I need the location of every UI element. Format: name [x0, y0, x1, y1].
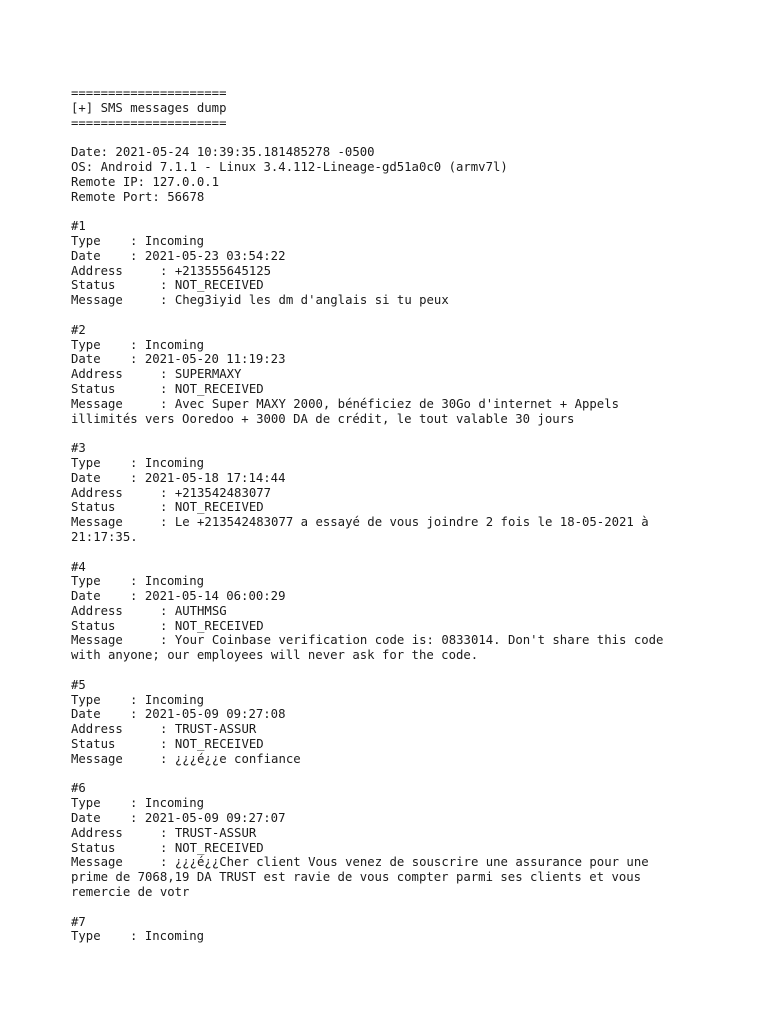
dump-date: Date: 2021-05-24 10:39:35.181485278 -0500: [71, 145, 375, 160]
sms-address-row: Address : +213542483077: [71, 485, 272, 500]
sms-date: 2021-05-09 09:27:07: [144, 811, 286, 826]
dump-remote-ip: Remote IP: 127.0.0.1: [71, 174, 220, 189]
sms-date-row: Date : 2021-05-14 06:00:29: [71, 589, 286, 604]
sms-type: Incoming: [144, 796, 205, 811]
sms-status: NOT_RECEIVED: [174, 500, 264, 515]
sms-message: Your Coinbase verification code is: 0833014. Don't share this code: [174, 633, 664, 648]
sms-status: NOT_RECEIVED: [174, 381, 264, 396]
sms-entry-2: [71, 323, 751, 427]
sms-number: #2: [71, 322, 86, 337]
sms-message: Avec Super MAXY 2000, bénéficiez de 30Go d'internet + Appels: [174, 396, 620, 411]
sms-message-continued: prime de 7068,19 DA TRUST est ravie de vous compter parmi ses clients et vous remercie de votr: [71, 870, 642, 900]
sms-message-continued: with anyone; our employees will never ask for the code.: [71, 648, 479, 663]
sms-status: NOT_RECEIVED: [174, 278, 264, 293]
sms-message-row: Message : Le +213542483077 a essayé de vous joindre 2 fois le 18-05-2021 à: [71, 515, 649, 530]
sms-status-row: Status : NOT_RECEIVED: [71, 737, 264, 752]
sms-status-row: Status : NOT_RECEIVED: [71, 500, 264, 515]
sms-type: Incoming: [144, 337, 205, 352]
sms-date: 2021-05-18 17:14:44: [144, 470, 286, 485]
sms-type: Incoming: [144, 455, 205, 470]
dump-remote-port: Remote Port: 56678: [71, 189, 205, 204]
sms-entry-3: [71, 441, 751, 545]
sms-type: Incoming: [144, 929, 205, 944]
sms-status: NOT_RECEIVED: [174, 618, 264, 633]
sms-date-row: Date : 2021-05-23 03:54:22: [71, 248, 286, 263]
sms-address-row: Address : TRUST-ASSUR: [71, 825, 257, 840]
sms-message: Le +213542483077 a essayé de vous joindre 2 fois le 18-05-2021 à: [174, 515, 649, 530]
sms-entry-6: [71, 781, 751, 899]
sms-type-row: Type : Incoming: [71, 692, 205, 707]
sms-message: Cheg3iyid les dm d'anglais si tu peux: [174, 293, 449, 308]
sms-date: 2021-05-20 11:19:23: [144, 352, 286, 367]
sms-status: NOT_RECEIVED: [174, 840, 264, 855]
sms-date-row: Date : 2021-05-20 11:19:23: [71, 352, 286, 367]
sms-dump-document: [71, 86, 751, 944]
header-rule-top: =====================: [71, 86, 227, 100]
sms-number: #1: [71, 219, 86, 234]
sms-type-row: Type : Incoming: [71, 574, 205, 589]
sms-address: TRUST-ASSUR: [174, 722, 257, 737]
sms-number: #7: [71, 914, 86, 929]
sms-type-row: Type : Incoming: [71, 929, 205, 944]
sms-type-row: Type : Incoming: [71, 455, 205, 470]
sms-date-row: Date : 2021-05-18 17:14:44: [71, 470, 286, 485]
sms-message-row: Message : Avec Super MAXY 2000, bénéficiez de 30Go d'internet + Appels: [71, 396, 620, 411]
sms-address-row: Address : TRUST-ASSUR: [71, 722, 257, 737]
sms-address-row: Address : SUPERMAXY: [71, 367, 242, 382]
sms-status-row: Status : NOT_RECEIVED: [71, 618, 264, 633]
sms-address: +213542483077: [174, 485, 272, 500]
sms-message-row: Message : Your Coinbase verification code is: 0833014. Don't share this code: [71, 633, 664, 648]
sms-message-row: Message : ¿¿¿é¿¿e confiance: [71, 751, 301, 766]
sms-entry-5: [71, 678, 751, 767]
sms-type-row: Type : Incoming: [71, 796, 205, 811]
sms-address-row: Address : AUTHMSG: [71, 603, 227, 618]
sms-status-row: Status : NOT_RECEIVED: [71, 840, 264, 855]
sms-entry-1: [71, 219, 751, 308]
sms-type: Incoming: [144, 233, 205, 248]
sms-date-row: Date : 2021-05-09 09:27:07: [71, 811, 286, 826]
sms-type: Incoming: [144, 692, 205, 707]
sms-status-row: Status : NOT_RECEIVED: [71, 278, 264, 293]
dump-os: OS: Android 7.1.1 - Linux 3.4.112-Lineage-gd51a0c0 (armv7l): [71, 159, 508, 174]
sms-message-continued: 21:17:35.: [71, 529, 138, 544]
sms-message-row: Message : Cheg3iyid les dm d'anglais si tu peux: [71, 293, 449, 308]
sms-status: NOT_RECEIVED: [174, 737, 264, 752]
sms-message: ¿¿¿é¿¿e confiance: [174, 751, 301, 766]
sms-type: Incoming: [144, 574, 205, 589]
sms-message: ¿¿¿é¿¿Cher client Vous venez de souscrire une assurance pour une: [174, 855, 649, 870]
sms-date: 2021-05-09 09:27:08: [144, 707, 286, 722]
sms-address: SUPERMAXY: [174, 367, 242, 382]
sms-address: TRUST-ASSUR: [174, 825, 257, 840]
sms-address-row: Address : +213555645125: [71, 263, 272, 278]
sms-message-row: Message : ¿¿¿é¿¿Cher client Vous venez de souscrire une assurance pour une: [71, 855, 649, 870]
sms-number: #5: [71, 677, 86, 692]
sms-date: 2021-05-23 03:54:22: [144, 248, 286, 263]
sms-message-continued: illimités vers Ooredoo + 3000 DA de crédit, le tout valable 30 jours: [71, 411, 575, 426]
sms-status-row: Status : NOT_RECEIVED: [71, 381, 264, 396]
header-rule-bottom: =====================: [71, 115, 227, 130]
sms-entry-4: [71, 560, 751, 664]
sms-address: +213555645125: [174, 263, 272, 278]
sms-entry-7: [71, 915, 751, 945]
sms-type-row: Type : Incoming: [71, 233, 205, 248]
sms-number: #6: [71, 781, 86, 796]
sms-date-row: Date : 2021-05-09 09:27:08: [71, 707, 286, 722]
sms-number: #3: [71, 441, 86, 456]
dump-title: [+] SMS messages dump: [71, 100, 227, 115]
sms-type-row: Type : Incoming: [71, 337, 205, 352]
sms-number: #4: [71, 559, 86, 574]
sms-address: AUTHMSG: [174, 603, 227, 618]
sms-date: 2021-05-14 06:00:29: [144, 589, 286, 604]
